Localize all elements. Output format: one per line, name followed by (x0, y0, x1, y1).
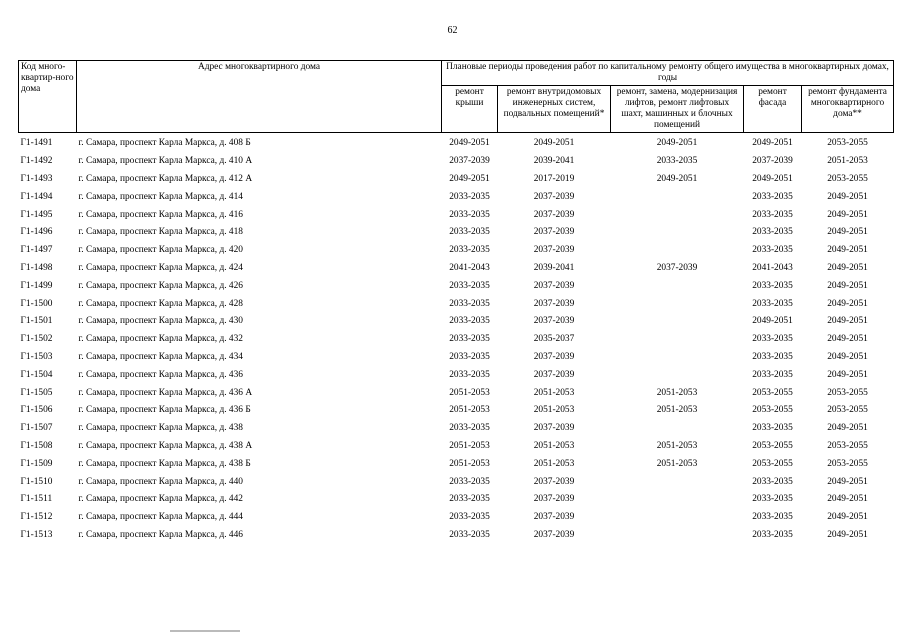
table-row (19, 455, 894, 473)
cell-foundation: 2049-2051 (827, 262, 868, 273)
table-row (19, 491, 894, 509)
cell-foundation: 2053-2055 (827, 458, 868, 469)
cell-foundation: 2049-2051 (827, 209, 868, 220)
cell-lifts (611, 277, 744, 295)
cell-lifts (611, 366, 744, 384)
table-row (19, 188, 894, 206)
cell-systems: 2037-2039 (533, 494, 575, 505)
cell-roof: 2051-2053 (449, 405, 490, 416)
cell-foundation: 2049-2051 (827, 334, 868, 345)
cell-systems: 2039-2041 (533, 156, 575, 167)
cell-lifts (611, 295, 744, 313)
cell-roof: 2033-2035 (449, 227, 490, 238)
cell-roof: 2033-2035 (449, 494, 490, 505)
cell-facade: 2033-2035 (752, 209, 793, 220)
cell-lifts (611, 206, 744, 224)
cell-foundation: 2049-2051 (827, 316, 868, 327)
cell-roof: 2033-2035 (449, 298, 490, 309)
cell-systems: 2051-2053 (533, 387, 575, 398)
cell-roof: 2049-2051 (449, 138, 490, 149)
cell-systems: 2051-2053 (533, 440, 575, 451)
cell-code: Г1-1491 (20, 138, 53, 149)
cell-roof: 2033-2035 (449, 334, 490, 345)
cell-facade: 2033-2035 (752, 476, 793, 487)
footer-mark (170, 630, 240, 632)
cell-systems: 2037-2039 (533, 245, 575, 256)
cell-systems: 2037-2039 (533, 191, 575, 202)
cell-systems: 2017-2019 (533, 173, 575, 184)
table-row (19, 349, 894, 367)
table-row (19, 313, 894, 331)
cell-lifts: 2049-2051 (656, 138, 698, 149)
cell-lifts: 2051-2053 (656, 458, 698, 469)
cell-roof: 2051-2053 (449, 458, 490, 469)
cell-address: г. Самара, проспект Карла Маркса, д. 438 (78, 423, 243, 434)
cell-code: Г1-1499 (20, 280, 53, 291)
cell-address: г. Самара, проспект Карла Маркса, д. 412 А (78, 173, 253, 184)
cell-systems: 2037-2039 (533, 298, 575, 309)
header-address: Адрес многоквартирного дома (77, 61, 442, 133)
table-row (19, 331, 894, 349)
cell-roof: 2051-2053 (449, 440, 490, 451)
header-systems: ремонт внутридомовых инженерных систем, подвальных помещений* (498, 86, 611, 133)
cell-roof: 2033-2035 (449, 280, 490, 291)
cell-systems: 2037-2039 (533, 280, 575, 291)
cell-code: Г1-1507 (20, 423, 53, 434)
cell-address: г. Самара, проспект Карла Маркса, д. 438 А (78, 440, 253, 451)
cell-code: Г1-1502 (20, 334, 53, 345)
cell-code: Г1-1494 (20, 191, 53, 202)
table-row (19, 402, 894, 420)
cell-foundation: 2049-2051 (827, 494, 868, 505)
table-row (19, 384, 894, 402)
cell-systems: 2037-2039 (533, 316, 575, 327)
cell-code: Г1-1497 (20, 245, 53, 256)
header-roof: ремонт крыши (442, 86, 498, 133)
header-lifts: ремонт, замена, модернизация лифтов, ремонт лифтовых шахт, машинных и блочных помещений (611, 86, 744, 133)
cell-roof: 2049-2051 (449, 173, 490, 184)
cell-lifts: 2033-2035 (656, 156, 698, 167)
cell-roof: 2041-2043 (449, 262, 490, 273)
cell-address: г. Самара, проспект Карла Маркса, д. 414 (78, 191, 243, 202)
cell-foundation: 2049-2051 (827, 351, 868, 362)
cell-roof: 2033-2035 (449, 351, 490, 362)
cell-foundation: 2053-2055 (827, 405, 868, 416)
cell-code: Г1-1506 (20, 405, 53, 416)
cell-systems: 2037-2039 (533, 227, 575, 238)
cell-lifts (611, 331, 744, 349)
cell-address: г. Самара, проспект Карла Маркса, д. 438 Б (78, 458, 251, 469)
cell-lifts: 2051-2053 (656, 405, 698, 416)
header-foundation: ремонт фундамента многоквартирного дома** (802, 86, 894, 133)
cell-facade: 2033-2035 (752, 494, 793, 505)
cell-code: Г1-1512 (20, 512, 53, 523)
cell-foundation: 2049-2051 (827, 191, 868, 202)
cell-roof: 2033-2035 (449, 209, 490, 220)
cell-code: Г1-1509 (20, 458, 53, 469)
cell-lifts (611, 242, 744, 260)
cell-address: г. Самара, проспект Карла Маркса, д. 426 (78, 280, 243, 291)
cell-facade: 2049-2051 (752, 138, 793, 149)
cell-facade: 2053-2055 (752, 458, 793, 469)
capital-repair-table (18, 60, 894, 544)
cell-foundation: 2049-2051 (827, 369, 868, 380)
cell-foundation: 2053-2055 (827, 173, 868, 184)
cell-address: г. Самара, проспект Карла Маркса, д. 446 (78, 529, 243, 540)
cell-address: г. Самара, проспект Карла Маркса, д. 410 А (78, 156, 253, 167)
table-body (19, 133, 894, 545)
cell-facade: 2041-2043 (752, 262, 793, 273)
cell-lifts: 2051-2053 (656, 387, 698, 398)
cell-facade: 2033-2035 (752, 334, 793, 345)
cell-systems: 2039-2041 (533, 262, 575, 273)
table-row (19, 260, 894, 278)
cell-address: г. Самара, проспект Карла Маркса, д. 444 (78, 512, 243, 523)
table-row (19, 420, 894, 438)
cell-systems: 2049-2051 (533, 138, 575, 149)
cell-foundation: 2049-2051 (827, 227, 868, 238)
cell-foundation: 2053-2055 (827, 138, 868, 149)
cell-code: Г1-1500 (20, 298, 53, 309)
header-periods-group: Плановые периоды проведения работ по капитальному ремонту общего имущества в многоквартирных домах, годы (442, 61, 894, 86)
cell-lifts (611, 224, 744, 242)
cell-code: Г1-1505 (20, 387, 53, 398)
table-row (19, 206, 894, 224)
cell-address: г. Самара, проспект Карла Маркса, д. 428 (78, 298, 243, 309)
cell-code: Г1-1501 (20, 316, 53, 327)
cell-lifts: 2049-2051 (656, 173, 698, 184)
cell-lifts (611, 420, 744, 438)
cell-address: г. Самара, проспект Карла Маркса, д. 436 А (78, 387, 253, 398)
cell-code: Г1-1498 (20, 262, 53, 273)
cell-lifts (611, 473, 744, 491)
cell-code: Г1-1510 (20, 476, 53, 487)
cell-facade: 2053-2055 (752, 405, 793, 416)
cell-facade: 2033-2035 (752, 529, 793, 540)
cell-facade: 2033-2035 (752, 227, 793, 238)
cell-foundation: 2049-2051 (827, 280, 868, 291)
cell-roof: 2037-2039 (449, 156, 490, 167)
cell-foundation: 2051-2053 (827, 156, 868, 167)
cell-foundation: 2049-2051 (827, 245, 868, 256)
table-row (19, 509, 894, 527)
cell-roof: 2033-2035 (449, 423, 490, 434)
cell-code: Г1-1496 (20, 227, 53, 238)
cell-systems: 2051-2053 (533, 405, 575, 416)
cell-foundation: 2049-2051 (827, 529, 868, 540)
cell-lifts (611, 509, 744, 527)
cell-address: г. Самара, проспект Карла Маркса, д. 416 (78, 209, 243, 220)
cell-facade: 2049-2051 (752, 316, 793, 327)
header-facade: ремонт фасада (744, 86, 802, 133)
cell-systems: 2035-2037 (533, 334, 575, 345)
cell-facade: 2033-2035 (752, 280, 793, 291)
cell-lifts (611, 491, 744, 509)
cell-address: г. Самара, проспект Карла Маркса, д. 436 Б (78, 405, 251, 416)
cell-address: г. Самара, проспект Карла Маркса, д. 434 (78, 351, 243, 362)
cell-foundation: 2049-2051 (827, 298, 868, 309)
cell-facade: 2033-2035 (752, 245, 793, 256)
cell-systems: 2037-2039 (533, 423, 575, 434)
cell-foundation: 2049-2051 (827, 476, 868, 487)
cell-foundation: 2053-2055 (827, 387, 868, 398)
table-row (19, 133, 894, 153)
cell-facade: 2037-2039 (752, 156, 793, 167)
table-row (19, 295, 894, 313)
cell-systems: 2051-2053 (533, 458, 575, 469)
table-row (19, 224, 894, 242)
cell-lifts (611, 527, 744, 545)
cell-address: г. Самара, проспект Карла Маркса, д. 436 (78, 369, 243, 380)
cell-foundation: 2053-2055 (827, 440, 868, 451)
cell-roof: 2051-2053 (449, 387, 490, 398)
table-row (19, 171, 894, 189)
cell-code: Г1-1503 (20, 351, 53, 362)
cell-lifts: 2037-2039 (656, 262, 698, 273)
cell-facade: 2033-2035 (752, 351, 793, 362)
table-row (19, 366, 894, 384)
cell-roof: 2033-2035 (449, 191, 490, 202)
cell-foundation: 2049-2051 (827, 512, 868, 523)
cell-roof: 2033-2035 (449, 369, 490, 380)
cell-address: г. Самара, проспект Карла Маркса, д. 440 (78, 476, 243, 487)
cell-address: г. Самара, проспект Карла Маркса, д. 424 (78, 262, 243, 273)
cell-code: Г1-1504 (20, 369, 53, 380)
cell-address: г. Самара, проспект Карла Маркса, д. 430 (78, 316, 243, 327)
cell-lifts (611, 349, 744, 367)
cell-systems: 2037-2039 (533, 476, 575, 487)
cell-systems: 2037-2039 (533, 209, 575, 220)
header-row-top (19, 61, 894, 86)
table-row (19, 527, 894, 545)
cell-roof: 2033-2035 (449, 476, 490, 487)
table-row (19, 438, 894, 456)
cell-systems: 2037-2039 (533, 369, 575, 380)
cell-facade: 2053-2055 (752, 440, 793, 451)
cell-address: г. Самара, проспект Карла Маркса, д. 432 (78, 334, 243, 345)
cell-roof: 2033-2035 (449, 529, 490, 540)
header-code: Код много-квартир-ного дома (19, 61, 77, 133)
cell-facade: 2033-2035 (752, 298, 793, 309)
cell-address: г. Самара, проспект Карла Маркса, д. 408 Б (78, 138, 251, 149)
cell-code: Г1-1492 (20, 156, 53, 167)
cell-code: Г1-1495 (20, 209, 53, 220)
cell-systems: 2037-2039 (533, 512, 575, 523)
cell-code: Г1-1493 (20, 173, 53, 184)
cell-code: Г1-1513 (20, 529, 53, 540)
cell-address: г. Самара, проспект Карла Маркса, д. 418 (78, 227, 243, 238)
table-row (19, 153, 894, 171)
cell-lifts (611, 313, 744, 331)
table-row (19, 473, 894, 491)
cell-facade: 2049-2051 (752, 173, 793, 184)
cell-code: Г1-1508 (20, 440, 53, 451)
cell-address: г. Самара, проспект Карла Маркса, д. 420 (78, 245, 243, 256)
cell-roof: 2033-2035 (449, 245, 490, 256)
cell-lifts: 2051-2053 (656, 440, 698, 451)
cell-lifts (611, 188, 744, 206)
table-row (19, 277, 894, 295)
cell-facade: 2053-2055 (752, 387, 793, 398)
cell-roof: 2033-2035 (449, 316, 490, 327)
cell-systems: 2037-2039 (533, 351, 575, 362)
cell-facade: 2033-2035 (752, 191, 793, 202)
cell-facade: 2033-2035 (752, 369, 793, 380)
cell-facade: 2033-2035 (752, 423, 793, 434)
cell-code: Г1-1511 (20, 494, 53, 505)
cell-foundation: 2049-2051 (827, 423, 868, 434)
table-row (19, 242, 894, 260)
cell-address: г. Самара, проспект Карла Маркса, д. 442 (78, 494, 243, 505)
page-number: 62 (447, 25, 458, 36)
cell-systems: 2037-2039 (533, 529, 575, 540)
cell-roof: 2033-2035 (449, 512, 490, 523)
cell-facade: 2033-2035 (752, 512, 793, 523)
